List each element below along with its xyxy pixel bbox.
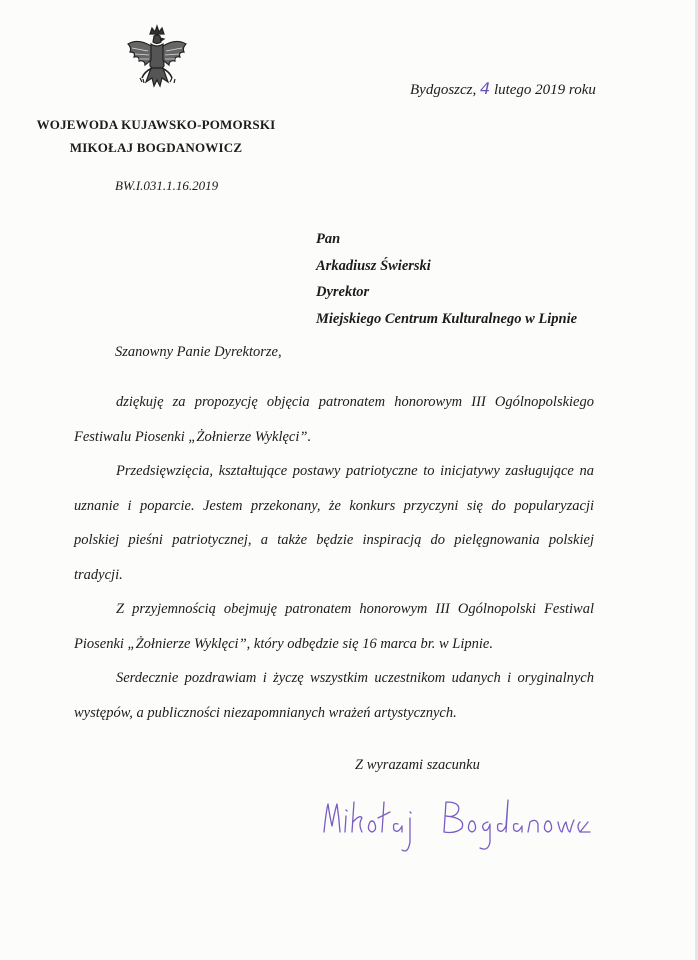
body-paragraph: Z przyjemnością obejmuję patronatem honorowym III Ogólnopolski Festiwal Piosenki „Żołnierze Wyklęci”, który odbędzie się 16 marca br. w Lipnie. [74,601,594,652]
sender-title: WOJEWODA KUJAWSKO-POMORSKI [36,117,276,132]
place-date-prefix: Bydgoszcz, [410,82,480,98]
body-paragraph: Przedsięwzięcia, kształtujące postawy patriotyczne to inicjatywy zasługujące na uznanie i poparcie. Jestem przekonany, że konkurs przyczyni się do popularyzacji polskiej pieśni patriotycznej, a także będzie inspiracją do pielęgnowania polskiej tradycji. [74,463,594,583]
sender-block [6,113,306,159]
salutation: Szanowny Panie Dyrektorze, [115,344,282,360]
addressee-line: Pan [316,231,341,247]
body-paragraph: Serdecznie pozdrawiam i życzę wszystkim uczestnikom udanych i oryginalnych występów, a publiczności niezapomnianych wrażeń artystycznych. [74,670,594,721]
addressee-block [316,226,577,332]
handwritten-day: 4 [477,79,493,98]
addressee-line: Dyrektor [316,284,370,300]
addressee-line: Arkadiusz Świerski [316,257,431,274]
body-paragraph: dziękuję za propozycję objęcia patronatem honorowym III Ogólnopolskiego Festiwalu Piosenki „Żołnierze Wyklęci”. [74,394,594,445]
letter-body [74,385,594,730]
polish-eagle-emblem-icon [124,24,190,96]
sender-name: MIKOŁAJ BOGDANOWICZ [69,140,243,155]
closing-phrase: Z wyrazami szacunku [355,757,480,773]
place-date-suffix: lutego 2019 roku [490,82,596,98]
place-and-date [410,79,596,99]
handwritten-signature [318,792,594,862]
addressee-line: Miejskiego Centrum Kulturalnego w Lipnie [316,310,578,327]
reference-number: BW.I.031.1.16.2019 [115,178,219,193]
